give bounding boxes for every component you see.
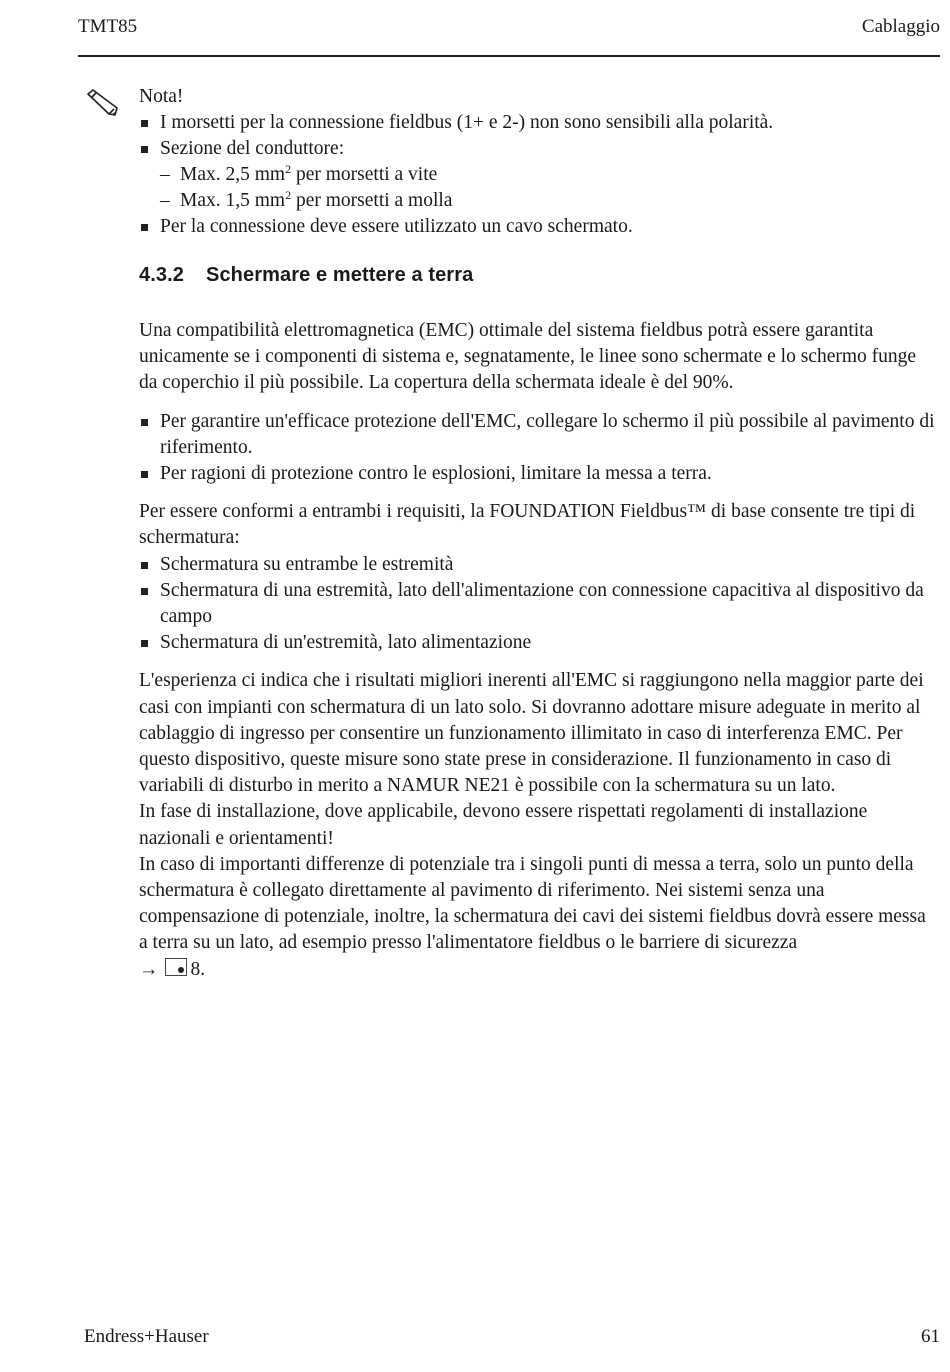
note-item-text: Sezione del conduttore: (160, 138, 345, 159)
section-number: 4.3.2 (139, 264, 184, 286)
figure-ref-icon[interactable] (165, 958, 187, 976)
list-item: Per ragioni di protezione contro le esplosioni, limitare la messa a terra. (139, 461, 939, 487)
list-item: Schermatura su entrambe le estremità (139, 552, 939, 578)
footer-brand: Endress+Hauser (84, 1326, 209, 1347)
note-item (139, 136, 929, 214)
paragraph: In fase di installazione, dove applicabile, devono essere rispettati regolamenti di installazione nazionali e orientamenti! (139, 801, 868, 849)
list-item: Schermatura di una estremità, lato dell'alimentazione con connessione capacitiva al dispositivo da campo (139, 578, 939, 630)
note-item: Per la connessione deve essere utilizzato un cavo schermato. (139, 214, 929, 240)
section-body (139, 318, 939, 983)
pencil-icon (84, 88, 122, 118)
list-item: Schermatura di un'estremità, lato alimentazione (139, 630, 939, 656)
section-title: Schermare e mettere a terra (206, 264, 474, 286)
page-number: 61 (921, 1326, 940, 1347)
note-item: I morsetti per la connessione fieldbus (1+ e 2-) non sono sensibili alla polarità. (139, 110, 929, 136)
note-subitem (160, 162, 929, 188)
paragraph: L'esperienza ci indica che i risultati migliori inerenti all'EMC si raggiungono nella maggior parte dei casi con impianti con schermatura di un lato solo. Si dovranno adottare misure adeguate in merito al cablaggio di ingresso per consentire un funzionamento illimitato in caso di interferenza EMC. Per questo dispositivo, queste misure sono state prese in considerazione. Il funzionamento in caso di variabili di disturbo in merito a NAMUR NE21 è possibile con la schermatura su un lato. (139, 670, 924, 797)
section-heading (139, 264, 473, 287)
superscript: 2 (285, 188, 292, 202)
bullet-list (139, 552, 939, 657)
note-sublist (160, 162, 929, 214)
subitem-text: Max. 1,5 mm (180, 190, 286, 211)
subitem-text: per morsetti a vite (291, 164, 438, 185)
paragraph-text: In caso di importanti differenze di potenziale tra i singoli punti di messa a terra, solo un punto della schermatura è collegato direttamente al pavimento di riferimento. Nei sistemi senza una compensazione di potenziale, inoltre, la schermatura dei cavi dei sistemi fieldbus dovrà essere messa a terra su un lato, ad esempio presso l'alimentatore fieldbus o le barriere di sicurezza (139, 853, 926, 954)
note-subitem (160, 188, 929, 214)
ref-number[interactable]: 8. (190, 958, 206, 980)
subitem-text: per morsetti a molla (291, 190, 453, 211)
list-item: Per garantire un'efficace protezione dell'EMC, collegare lo schermo il più possibile al pavimento di riferimento. (139, 409, 939, 461)
header-chapter: Cablaggio (861, 16, 940, 37)
subitem-text: Max. 2,5 mm (180, 164, 286, 185)
ref-arrow: → (139, 958, 159, 980)
bullet-list (139, 409, 939, 488)
superscript: 2 (285, 162, 292, 176)
paragraph (139, 852, 939, 983)
paragraph: Una compatibilità elettromagnetica (EMC) ottimale del sistema fieldbus potrà essere garantita unicamente se i componenti di sistema e, segnatamente, le linee sono schermate e lo schermo funge da coperchio il più possibile. La copertura della schermata ideale è del 90%. (139, 320, 917, 394)
header-rule (78, 55, 940, 57)
note-block (139, 84, 929, 240)
paragraph: Per essere conformi a entrambi i requisiti, la FOUNDATION Fieldbus™ di base consente tre tipi di schermatura: (139, 501, 916, 549)
header-doc-id: TMT85 (78, 16, 138, 37)
note-list (139, 110, 929, 240)
note-title: Nota! (139, 86, 184, 107)
